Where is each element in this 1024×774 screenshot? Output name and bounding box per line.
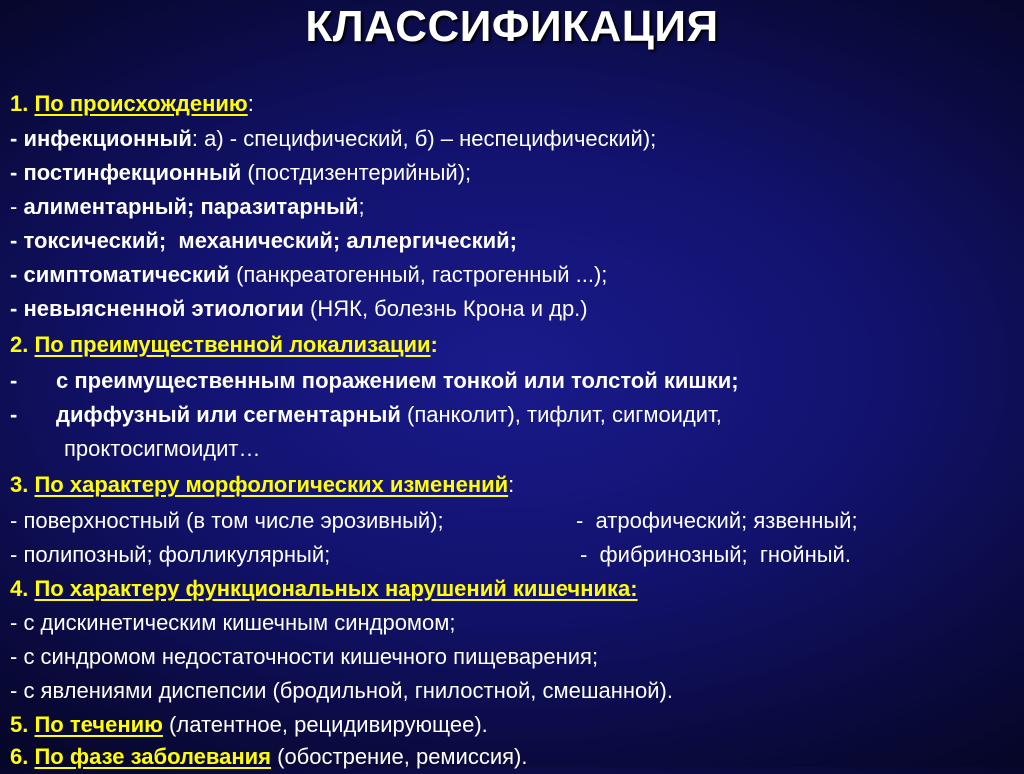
item-detail: : а) - специфический, б) – неспецифический); [191, 126, 657, 151]
section-3-label: По характеру морфологических изменений [34, 472, 509, 497]
section-3-heading [10, 468, 514, 502]
section-4-number: 4. [10, 576, 29, 601]
section-4-item-3: - с явлениями диспепсии (бродильной, гнилостной, смешанной). [10, 678, 673, 703]
section-4-heading [10, 572, 638, 606]
section-1-number: 1. [10, 91, 29, 116]
item-detail: (НЯК, болезнь Крона и др.) [303, 296, 588, 321]
item-term: токсический; механический; аллергический; [23, 228, 517, 253]
item-detail: (панкреатогенный, гастрогенный ...); [229, 262, 608, 287]
section-5-number: 5. [10, 712, 29, 737]
section-3-row-1-left: - поверхностный (в том числе эрозивный); [10, 508, 444, 533]
section-2-continuation: проктосигмоидит… [64, 436, 261, 461]
section-2-number: 2. [10, 332, 29, 357]
section-6-detail: (обострение, ремиссия). [271, 744, 528, 769]
item-prefix: - [10, 228, 24, 253]
section-1-item-1 [10, 122, 656, 156]
item-prefix: - [10, 296, 24, 321]
section-1-heading [10, 87, 254, 121]
item-prefix: - [10, 262, 24, 287]
item-term: постинфекционный [23, 160, 242, 185]
item-prefix: - [10, 368, 18, 393]
section-6-heading [10, 740, 527, 774]
section-2-heading [10, 328, 438, 362]
slide-title: КЛАССИФИКАЦИЯ [305, 2, 719, 51]
section-5-heading [10, 708, 488, 742]
section-2-colon: : [430, 332, 438, 357]
section-2-label: По преимущественной локализации [34, 332, 431, 357]
item-detail: (панколит), тифлит, сигмоидит, [400, 402, 722, 427]
section-3-number: 3. [10, 472, 29, 497]
item-detail: ; [358, 194, 365, 219]
item-detail: (постдизентерийный); [241, 160, 472, 185]
section-4-item-2: - с синдромом недостаточности кишечного пищеварения; [10, 644, 599, 669]
item-term: инфекционный [23, 126, 192, 151]
section-5-detail: (латентное, рецидивирующее). [162, 712, 488, 737]
item-term: диффузный или сегментарный [56, 402, 401, 427]
section-1-item-5 [10, 258, 607, 292]
section-4-label: По характеру функциональных нарушений кишечника: [34, 576, 638, 601]
item-prefix: - [10, 402, 18, 427]
section-1-item-6 [10, 292, 588, 326]
section-1-label: По происхождению [34, 91, 248, 116]
section-5-label: По течению [34, 712, 163, 737]
section-1-colon: : [247, 91, 254, 116]
item-prefix: - [10, 160, 24, 185]
section-1-item-2 [10, 156, 471, 190]
section-4-item-1: - с дискинетическим кишечным синдромом; [10, 610, 456, 635]
item-term: с преимущественным поражением тонкой или толстой кишки; [56, 368, 739, 393]
section-2-item-2 [10, 398, 722, 432]
section-3-colon: : [508, 472, 515, 497]
item-prefix: - [10, 194, 24, 219]
section-2-item-1 [10, 364, 739, 398]
section-3-row-2-left: - полипозный; фолликулярный; [10, 542, 331, 567]
section-6-label: По фазе заболевания [34, 744, 271, 769]
section-1-item-4 [10, 224, 517, 258]
section-6-number: 6. [10, 744, 29, 769]
item-term: алиментарный; паразитарный [23, 194, 359, 219]
item-term: невыясненной этиологии [23, 296, 304, 321]
section-3-row-2-right: - фибринозный; гнойный. [580, 542, 851, 567]
section-1-item-3 [10, 190, 365, 224]
section-3-row-1-right: - атрофический; язвенный; [576, 508, 858, 533]
item-term: симптоматический [23, 262, 230, 287]
item-prefix: - [10, 126, 24, 151]
